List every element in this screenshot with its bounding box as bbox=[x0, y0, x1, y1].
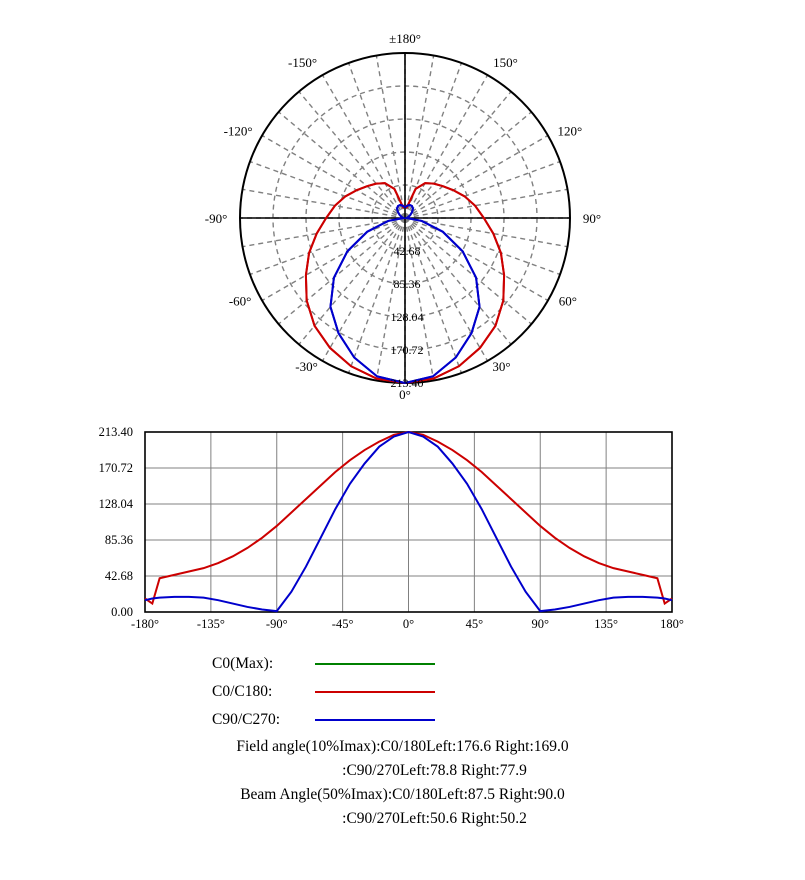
svg-text:60°: 60° bbox=[558, 293, 577, 309]
legend-block bbox=[0, 640, 805, 880]
svg-text:120°: 120° bbox=[557, 123, 583, 139]
cartesian-chart bbox=[0, 420, 805, 635]
legend-color-swatch bbox=[315, 691, 435, 693]
legend-item bbox=[212, 678, 512, 706]
legend-item-label: C0(Max): bbox=[212, 655, 274, 672]
svg-text:90°: 90° bbox=[531, 617, 549, 631]
svg-text:85.36: 85.36 bbox=[393, 277, 421, 291]
cartesian-x-tick-labels bbox=[131, 617, 684, 631]
summary-line: :C90/270Left:78.8 Right:77.9 bbox=[342, 762, 527, 779]
svg-text:128.04: 128.04 bbox=[390, 310, 424, 324]
legend-item bbox=[212, 706, 512, 734]
svg-text:-60°: -60° bbox=[228, 293, 252, 309]
summary-line: Beam Angle(50%Imax):C0/180Left:87.5 Right:90.0 bbox=[240, 786, 565, 803]
cartesian-y-tick-labels bbox=[99, 425, 134, 619]
svg-text:85.36: 85.36 bbox=[104, 533, 133, 547]
svg-text:90°: 90° bbox=[582, 211, 602, 226]
svg-text:-90°: -90° bbox=[265, 617, 288, 631]
legend-item-label: C90/C270: bbox=[212, 711, 281, 728]
svg-text:128.04: 128.04 bbox=[98, 497, 133, 511]
svg-text:0.00: 0.00 bbox=[111, 605, 133, 619]
svg-text:180°: 180° bbox=[660, 617, 684, 631]
photometric-summary bbox=[0, 735, 805, 831]
svg-text:-90°: -90° bbox=[204, 211, 228, 226]
svg-text:-120°: -120° bbox=[223, 123, 253, 139]
legend-rows bbox=[212, 650, 512, 734]
polar-radial-labels bbox=[391, 244, 424, 390]
svg-text:170.72: 170.72 bbox=[98, 461, 133, 475]
svg-text:-180°: -180° bbox=[131, 617, 159, 631]
svg-text:30°: 30° bbox=[492, 358, 511, 374]
legend-item bbox=[212, 650, 512, 678]
svg-text:0°: 0° bbox=[399, 387, 411, 402]
svg-text:0°: 0° bbox=[402, 617, 415, 631]
svg-text:170.72: 170.72 bbox=[390, 343, 424, 357]
svg-text:213.40: 213.40 bbox=[98, 425, 133, 439]
svg-text:-45°: -45° bbox=[331, 617, 354, 631]
svg-text:135°: 135° bbox=[594, 617, 618, 631]
svg-text:213.40: 213.40 bbox=[390, 376, 424, 390]
legend-color-swatch bbox=[315, 719, 435, 721]
svg-text:-135°: -135° bbox=[196, 617, 225, 631]
svg-text:-150°: -150° bbox=[287, 55, 318, 71]
polar-chart bbox=[0, 0, 805, 420]
legend-color-swatch bbox=[315, 663, 435, 665]
svg-text:42.68: 42.68 bbox=[393, 244, 421, 258]
svg-text:42.68: 42.68 bbox=[104, 569, 133, 583]
svg-text:-30°: -30° bbox=[295, 358, 318, 374]
summary-line: :C90/270Left:50.6 Right:50.2 bbox=[342, 810, 527, 827]
svg-text:45°: 45° bbox=[465, 617, 484, 631]
svg-text:150°: 150° bbox=[493, 55, 518, 71]
svg-text:±180°: ±180° bbox=[389, 31, 421, 46]
cartesian-grid bbox=[145, 432, 672, 612]
summary-line: Field angle(10%Imax):C0/180Left:176.6 Right:169.0 bbox=[236, 738, 569, 755]
legend-item-label: C0/C180: bbox=[212, 683, 273, 700]
